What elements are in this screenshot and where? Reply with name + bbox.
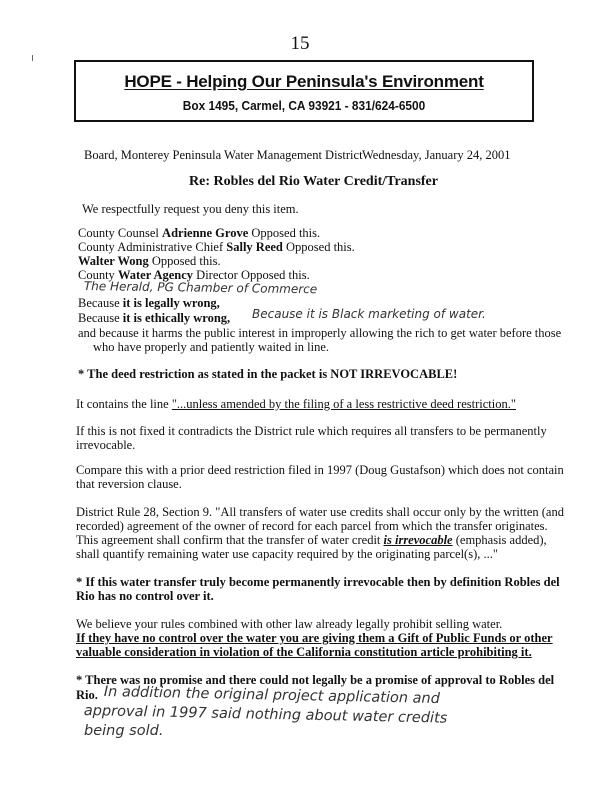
handwritten-note-addition-3: being sold. (84, 723, 164, 739)
opposition-line-4: County Water Agency Director Opposed this. (78, 268, 310, 282)
org-address: Box 1495, Carmel, CA 93921 - 831/624-6500 (182, 99, 426, 113)
deed-heading: * The deed restriction as stated in the packet is NOT IRREVOCABLE! (78, 367, 458, 381)
irrevocable-heading-line-1: * If this water transfer truly become permanently irrevocable then by definition Robles del (76, 575, 560, 589)
subject-line: Re: Robles del Rio Water Credit/Transfer (189, 174, 438, 189)
opposition-line-2: County Administrative Chief Sally Reed Opposed this. (78, 240, 355, 254)
public-interest-line-1: and because it harms the public interest in improperly allowing the rich to get water before those (78, 326, 562, 340)
opposition-line-3: Walter Wong Opposed this. (78, 254, 221, 268)
rule-line-3: This agreement shall confirm that the transfer of water credit is irrevocable (emphasis added), (76, 533, 547, 547)
handwritten-note-black-market: Because it is Black marketing of water. (252, 307, 486, 321)
contains-line: It contains the line "...unless amended by the filing of a less restrictive deed restriction." (76, 397, 516, 411)
rule-line-1: District Rule 28, Section 9. "All transfers of water use credits shall occur only by the written (and (76, 505, 564, 519)
recipient: Board, Monterey Peninsula Water Management District (84, 148, 363, 162)
org-name: HOPE - Helping Our Peninsula's Environment (124, 72, 484, 91)
believe-line: We believe your rules combined with other law already legally prohibit selling water. (76, 617, 503, 631)
compare-line-2: that reversion clause. (76, 477, 182, 491)
margin-mark (32, 55, 33, 61)
handwritten-note-addition-1: In addition the original project application and (103, 684, 441, 708)
public-interest-line-2: who have properly and patiently waited in line. (93, 340, 330, 354)
not-fixed-line-2: irrevocable. (76, 438, 136, 452)
not-fixed-line-1: If this is not fixed it contradicts the District rule which requires all transfers to be permanently (76, 424, 547, 438)
compare-line-1: Compare this with a prior deed restriction filed in 1997 (Doug Gustafson) which does not contain (76, 463, 564, 477)
opposition-line-1: County Counsel Adrienne Grove Opposed this. (78, 226, 321, 240)
promise-line-1: * There was no promise and there could not legally be a promise of approval to Robles del (76, 673, 555, 687)
irrevocable-heading-line-2: Rio has no control over it. (76, 589, 214, 603)
request-line: We respectfully request you deny this item. (82, 202, 299, 216)
because-ethically: Because it is ethically wrong, (78, 311, 231, 325)
letter-date: Wednesday, January 24, 2001 (362, 148, 511, 162)
gift-line-2: valuable consideration in violation of the California constitution article prohibiting it. (76, 645, 532, 659)
gift-line-1: If they have no control over the water you are giving them a Gift of Public Funds or other (76, 631, 553, 645)
rule-line-4: shall quantify remaining water use capacity required by the originating parcel(s), ..." (76, 547, 498, 561)
promise-line-2: Rio. (76, 688, 98, 702)
page-number: 15 (290, 33, 310, 54)
handwritten-note-herald: The Herald, PG Chamber of Commerce (83, 279, 318, 297)
handwritten-note-addition-2: approval in 1997 said nothing about water credits (83, 703, 448, 727)
rule-line-2: recorded) agreement of the owner of record for each parcel from which the transfer originates. (76, 519, 548, 533)
because-legally: Because it is legally wrong, (78, 296, 220, 310)
letterhead (74, 60, 534, 122)
